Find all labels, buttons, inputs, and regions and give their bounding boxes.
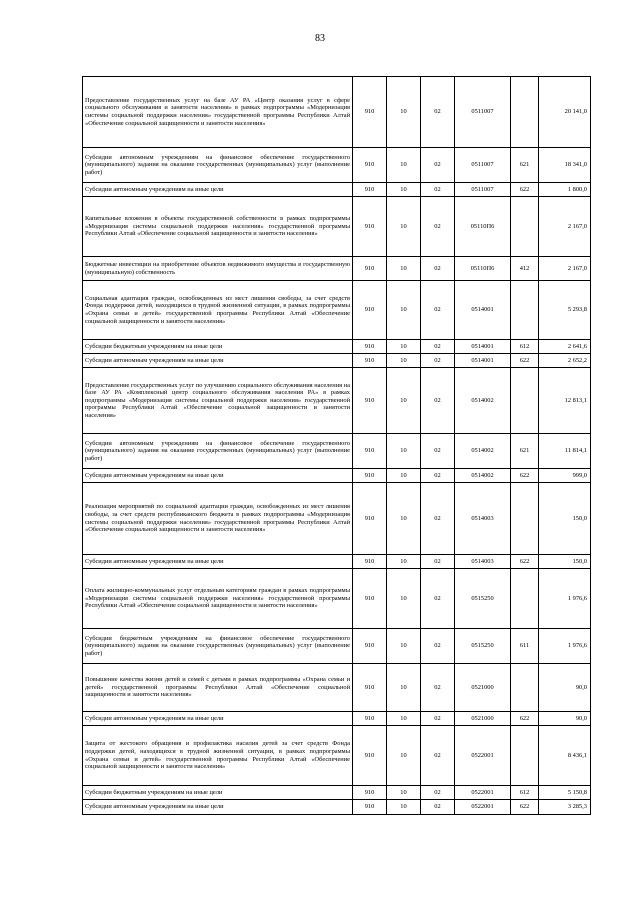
subsection-cell: 02 xyxy=(421,183,455,197)
section-cell: 10 xyxy=(387,368,421,434)
budget-table-body xyxy=(83,77,591,815)
expense-type-cell xyxy=(511,77,539,148)
section-cell: 10 xyxy=(387,281,421,340)
expense-type-cell xyxy=(511,569,539,629)
table-row xyxy=(83,257,591,281)
row-description: Субсидии автономным учреждениям на иные цели xyxy=(83,183,353,197)
amount-cell: 1 976,6 xyxy=(539,569,591,629)
row-description: Предоставление государственных услуг по улучшению социального обслуживания населения на базе АУ РА «Комплексный центр социального обслуживания населения РА» в рамках подпрограммы «Модернизация системы социальной поддержки населения» государственной программы Республики Алтай «Обеспечение социальной защищенности и занятости населения» xyxy=(83,368,353,434)
expense-type-cell xyxy=(511,664,539,712)
grbs-cell: 910 xyxy=(353,183,387,197)
target-article-cell: 0514002 xyxy=(455,469,511,483)
table-row xyxy=(83,183,591,197)
amount-cell: 2 641,6 xyxy=(539,340,591,354)
subsection-cell: 02 xyxy=(421,434,455,469)
amount-cell: 11 814,1 xyxy=(539,434,591,469)
table-row xyxy=(83,629,591,664)
target-article-cell: 0514003 xyxy=(455,555,511,569)
target-article-cell: 0521000 xyxy=(455,712,511,726)
expense-type-cell: 622 xyxy=(511,555,539,569)
expense-type-cell: 622 xyxy=(511,183,539,197)
target-article-cell: 0511007 xyxy=(455,77,511,148)
expense-type-cell: 621 xyxy=(511,148,539,183)
grbs-cell: 910 xyxy=(353,340,387,354)
subsection-cell: 02 xyxy=(421,77,455,148)
target-article-cell: 05110П6 xyxy=(455,197,511,257)
section-cell: 10 xyxy=(387,434,421,469)
section-cell: 10 xyxy=(387,469,421,483)
row-description: Субсидии автономным учреждениям на иные цели xyxy=(83,469,353,483)
grbs-cell: 910 xyxy=(353,555,387,569)
grbs-cell: 910 xyxy=(353,148,387,183)
subsection-cell: 02 xyxy=(421,726,455,786)
subsection-cell: 02 xyxy=(421,786,455,800)
row-description: Социальная адаптация граждан, освобожденных из мест лишения свободы, за счет средств Фонда поддержки детей, находящихся в трудной жизненной ситуации, в рамках подпрограммы «Охрана семьи и детей» государственной программы Республики Алтай «Обеспечение социальной защищенности и занятости населения» xyxy=(83,281,353,340)
amount-cell: 8 436,1 xyxy=(539,726,591,786)
expense-type-cell: 622 xyxy=(511,354,539,368)
section-cell: 10 xyxy=(387,483,421,555)
section-cell: 10 xyxy=(387,569,421,629)
table-row xyxy=(83,469,591,483)
grbs-cell: 910 xyxy=(353,434,387,469)
target-article-cell: 05110П6 xyxy=(455,257,511,281)
table-row xyxy=(83,148,591,183)
expense-type-cell xyxy=(511,483,539,555)
expense-type-cell: 622 xyxy=(511,469,539,483)
expense-type-cell: 412 xyxy=(511,257,539,281)
expense-type-cell: 611 xyxy=(511,629,539,664)
grbs-cell: 910 xyxy=(353,664,387,712)
budget-table xyxy=(82,76,591,815)
grbs-cell: 910 xyxy=(353,712,387,726)
amount-cell: 2 167,0 xyxy=(539,197,591,257)
target-article-cell: 0514001 xyxy=(455,281,511,340)
table-row xyxy=(83,569,591,629)
expense-type-cell: 612 xyxy=(511,786,539,800)
grbs-cell: 910 xyxy=(353,197,387,257)
section-cell: 10 xyxy=(387,77,421,148)
subsection-cell: 02 xyxy=(421,629,455,664)
target-article-cell: 0514003 xyxy=(455,483,511,555)
row-description: Субсидии автономным учреждениям на иные цели xyxy=(83,555,353,569)
target-article-cell: 0522001 xyxy=(455,800,511,815)
amount-cell: 5 150,8 xyxy=(539,786,591,800)
table-row xyxy=(83,786,591,800)
grbs-cell: 910 xyxy=(353,354,387,368)
row-description: Субсидии бюджетным учреждениям на иные цели xyxy=(83,340,353,354)
grbs-cell: 910 xyxy=(353,629,387,664)
target-article-cell: 0515250 xyxy=(455,629,511,664)
target-article-cell: 0515250 xyxy=(455,569,511,629)
subsection-cell: 02 xyxy=(421,148,455,183)
section-cell: 10 xyxy=(387,148,421,183)
subsection-cell: 02 xyxy=(421,712,455,726)
row-description: Субсидии автономным учреждениям на финансовое обеспечение государственного (муниципального) задания на оказание государственных (муниципальных) услуг (выполнение работ) xyxy=(83,148,353,183)
expense-type-cell xyxy=(511,368,539,434)
amount-cell: 90,0 xyxy=(539,664,591,712)
section-cell: 10 xyxy=(387,726,421,786)
table-row xyxy=(83,664,591,712)
table-row xyxy=(83,368,591,434)
table-row xyxy=(83,77,591,148)
row-description: Капитальные вложения в объекты государственной собственности в рамках подпрограммы «Модернизация системы социальной поддержки населения» государственной программы Республики Алтай «Обеспечение социальной защищенности и занятости населения» xyxy=(83,197,353,257)
section-cell: 10 xyxy=(387,183,421,197)
subsection-cell: 02 xyxy=(421,257,455,281)
table-row xyxy=(83,197,591,257)
row-description: Субсидии бюджетным учреждениям на иные цели xyxy=(83,786,353,800)
subsection-cell: 02 xyxy=(421,281,455,340)
target-article-cell: 0511007 xyxy=(455,148,511,183)
grbs-cell: 910 xyxy=(353,569,387,629)
section-cell: 10 xyxy=(387,555,421,569)
row-description: Повышение качества жизни детей и семей с детьми в рамках подпрограммы «Охрана семьи и детей» государственной программы Республики Алтай «Обеспечение социальной защищенности и занятости населения» xyxy=(83,664,353,712)
amount-cell: 18 341,0 xyxy=(539,148,591,183)
subsection-cell: 02 xyxy=(421,569,455,629)
section-cell: 10 xyxy=(387,712,421,726)
table-row xyxy=(83,354,591,368)
expense-type-cell: 612 xyxy=(511,340,539,354)
amount-cell: 90,0 xyxy=(539,712,591,726)
row-description: Бюджетные инвестиции на приобретение объектов недвижимого имущества в государственную (муниципальную) собственность xyxy=(83,257,353,281)
amount-cell: 5 293,8 xyxy=(539,281,591,340)
amount-cell: 1 976,6 xyxy=(539,629,591,664)
subsection-cell: 02 xyxy=(421,469,455,483)
grbs-cell: 910 xyxy=(353,726,387,786)
grbs-cell: 910 xyxy=(353,786,387,800)
row-description: Субсидии бюджетным учреждениям на финансовое обеспечение государственного (муниципального) задания на оказание государственных (муниципальных) услуг (выполнение работ) xyxy=(83,629,353,664)
grbs-cell: 910 xyxy=(353,368,387,434)
row-description: Защита от жестокого обращения и профилактика насилия детей за счет средств Фонда поддержки детей, находящихся в трудной жизненной ситуации, в рамках подпрограммы «Охрана семьи и детей» государственной программы Республики Алтай «Обеспечение социальной защищенности и занятости населения» xyxy=(83,726,353,786)
section-cell: 10 xyxy=(387,664,421,712)
row-description: Субсидии автономным учреждениям на иные цели xyxy=(83,712,353,726)
expense-type-cell: 621 xyxy=(511,434,539,469)
table-row xyxy=(83,434,591,469)
row-description: Предоставление государственных услуг на базе АУ РА «Центр оказания услуг в сфере социального обслуживания и занятости населения» в рамках подпрограммы «Модернизация системы социальной поддержки населения» государственной программы Республики Алтай «Обеспечение социальной защищенности и занятости населения» xyxy=(83,77,353,148)
expense-type-cell xyxy=(511,726,539,786)
row-description: Субсидии автономным учреждениям на иные цели xyxy=(83,354,353,368)
grbs-cell: 910 xyxy=(353,281,387,340)
grbs-cell: 910 xyxy=(353,77,387,148)
grbs-cell: 910 xyxy=(353,469,387,483)
section-cell: 10 xyxy=(387,197,421,257)
subsection-cell: 02 xyxy=(421,340,455,354)
expense-type-cell xyxy=(511,197,539,257)
section-cell: 10 xyxy=(387,340,421,354)
target-article-cell: 0514002 xyxy=(455,368,511,434)
subsection-cell: 02 xyxy=(421,555,455,569)
row-description: Субсидии автономным учреждениям на иные цели xyxy=(83,800,353,815)
table-row xyxy=(83,726,591,786)
grbs-cell: 910 xyxy=(353,800,387,815)
amount-cell: 999,0 xyxy=(539,469,591,483)
page-number: 83 xyxy=(315,33,325,44)
target-article-cell: 0514001 xyxy=(455,354,511,368)
subsection-cell: 02 xyxy=(421,197,455,257)
section-cell: 10 xyxy=(387,629,421,664)
row-description: Субсидии автономным учреждениям на финансовое обеспечение государственного (муниципального) задания на оказание государственных (муниципальных) услуг (выполнение работ) xyxy=(83,434,353,469)
grbs-cell: 910 xyxy=(353,483,387,555)
section-cell: 10 xyxy=(387,800,421,815)
expense-type-cell: 622 xyxy=(511,800,539,815)
target-article-cell: 0521000 xyxy=(455,664,511,712)
subsection-cell: 02 xyxy=(421,483,455,555)
expense-type-cell xyxy=(511,281,539,340)
subsection-cell: 02 xyxy=(421,664,455,712)
table-row xyxy=(83,340,591,354)
section-cell: 10 xyxy=(387,786,421,800)
amount-cell: 2 167,0 xyxy=(539,257,591,281)
target-article-cell: 0511007 xyxy=(455,183,511,197)
table-row xyxy=(83,555,591,569)
amount-cell: 1 800,0 xyxy=(539,183,591,197)
section-cell: 10 xyxy=(387,354,421,368)
table-row xyxy=(83,281,591,340)
table-row xyxy=(83,800,591,815)
target-article-cell: 0514001 xyxy=(455,340,511,354)
amount-cell: 3 285,3 xyxy=(539,800,591,815)
amount-cell: 150,0 xyxy=(539,483,591,555)
grbs-cell: 910 xyxy=(353,257,387,281)
amount-cell: 150,0 xyxy=(539,555,591,569)
target-article-cell: 0514002 xyxy=(455,434,511,469)
table-row xyxy=(83,712,591,726)
subsection-cell: 02 xyxy=(421,800,455,815)
table-row xyxy=(83,483,591,555)
subsection-cell: 02 xyxy=(421,354,455,368)
amount-cell: 12 813,1 xyxy=(539,368,591,434)
expense-type-cell: 622 xyxy=(511,712,539,726)
subsection-cell: 02 xyxy=(421,368,455,434)
row-description: Оплата жилищно-коммунальных услуг отдельным категориям граждан в рамках подпрограммы «Модернизация системы социальной поддержки населения» государственной программы Республики Алтай «Обеспечение социальной защищенности и занятости населения» xyxy=(83,569,353,629)
amount-cell: 20 141,0 xyxy=(539,77,591,148)
section-cell: 10 xyxy=(387,257,421,281)
amount-cell: 2 652,2 xyxy=(539,354,591,368)
row-description: Реализация мероприятий по социальной адаптации граждан, освобожденных из мест лишения свободы, за счет средств республиканского бюджета в рамках подпрограммы «Модернизация системы социальной поддержки населения» государственной программы Республики Алтай «Обеспечение социальной защищенности и занятости населения» xyxy=(83,483,353,555)
target-article-cell: 0522001 xyxy=(455,726,511,786)
target-article-cell: 0522001 xyxy=(455,786,511,800)
